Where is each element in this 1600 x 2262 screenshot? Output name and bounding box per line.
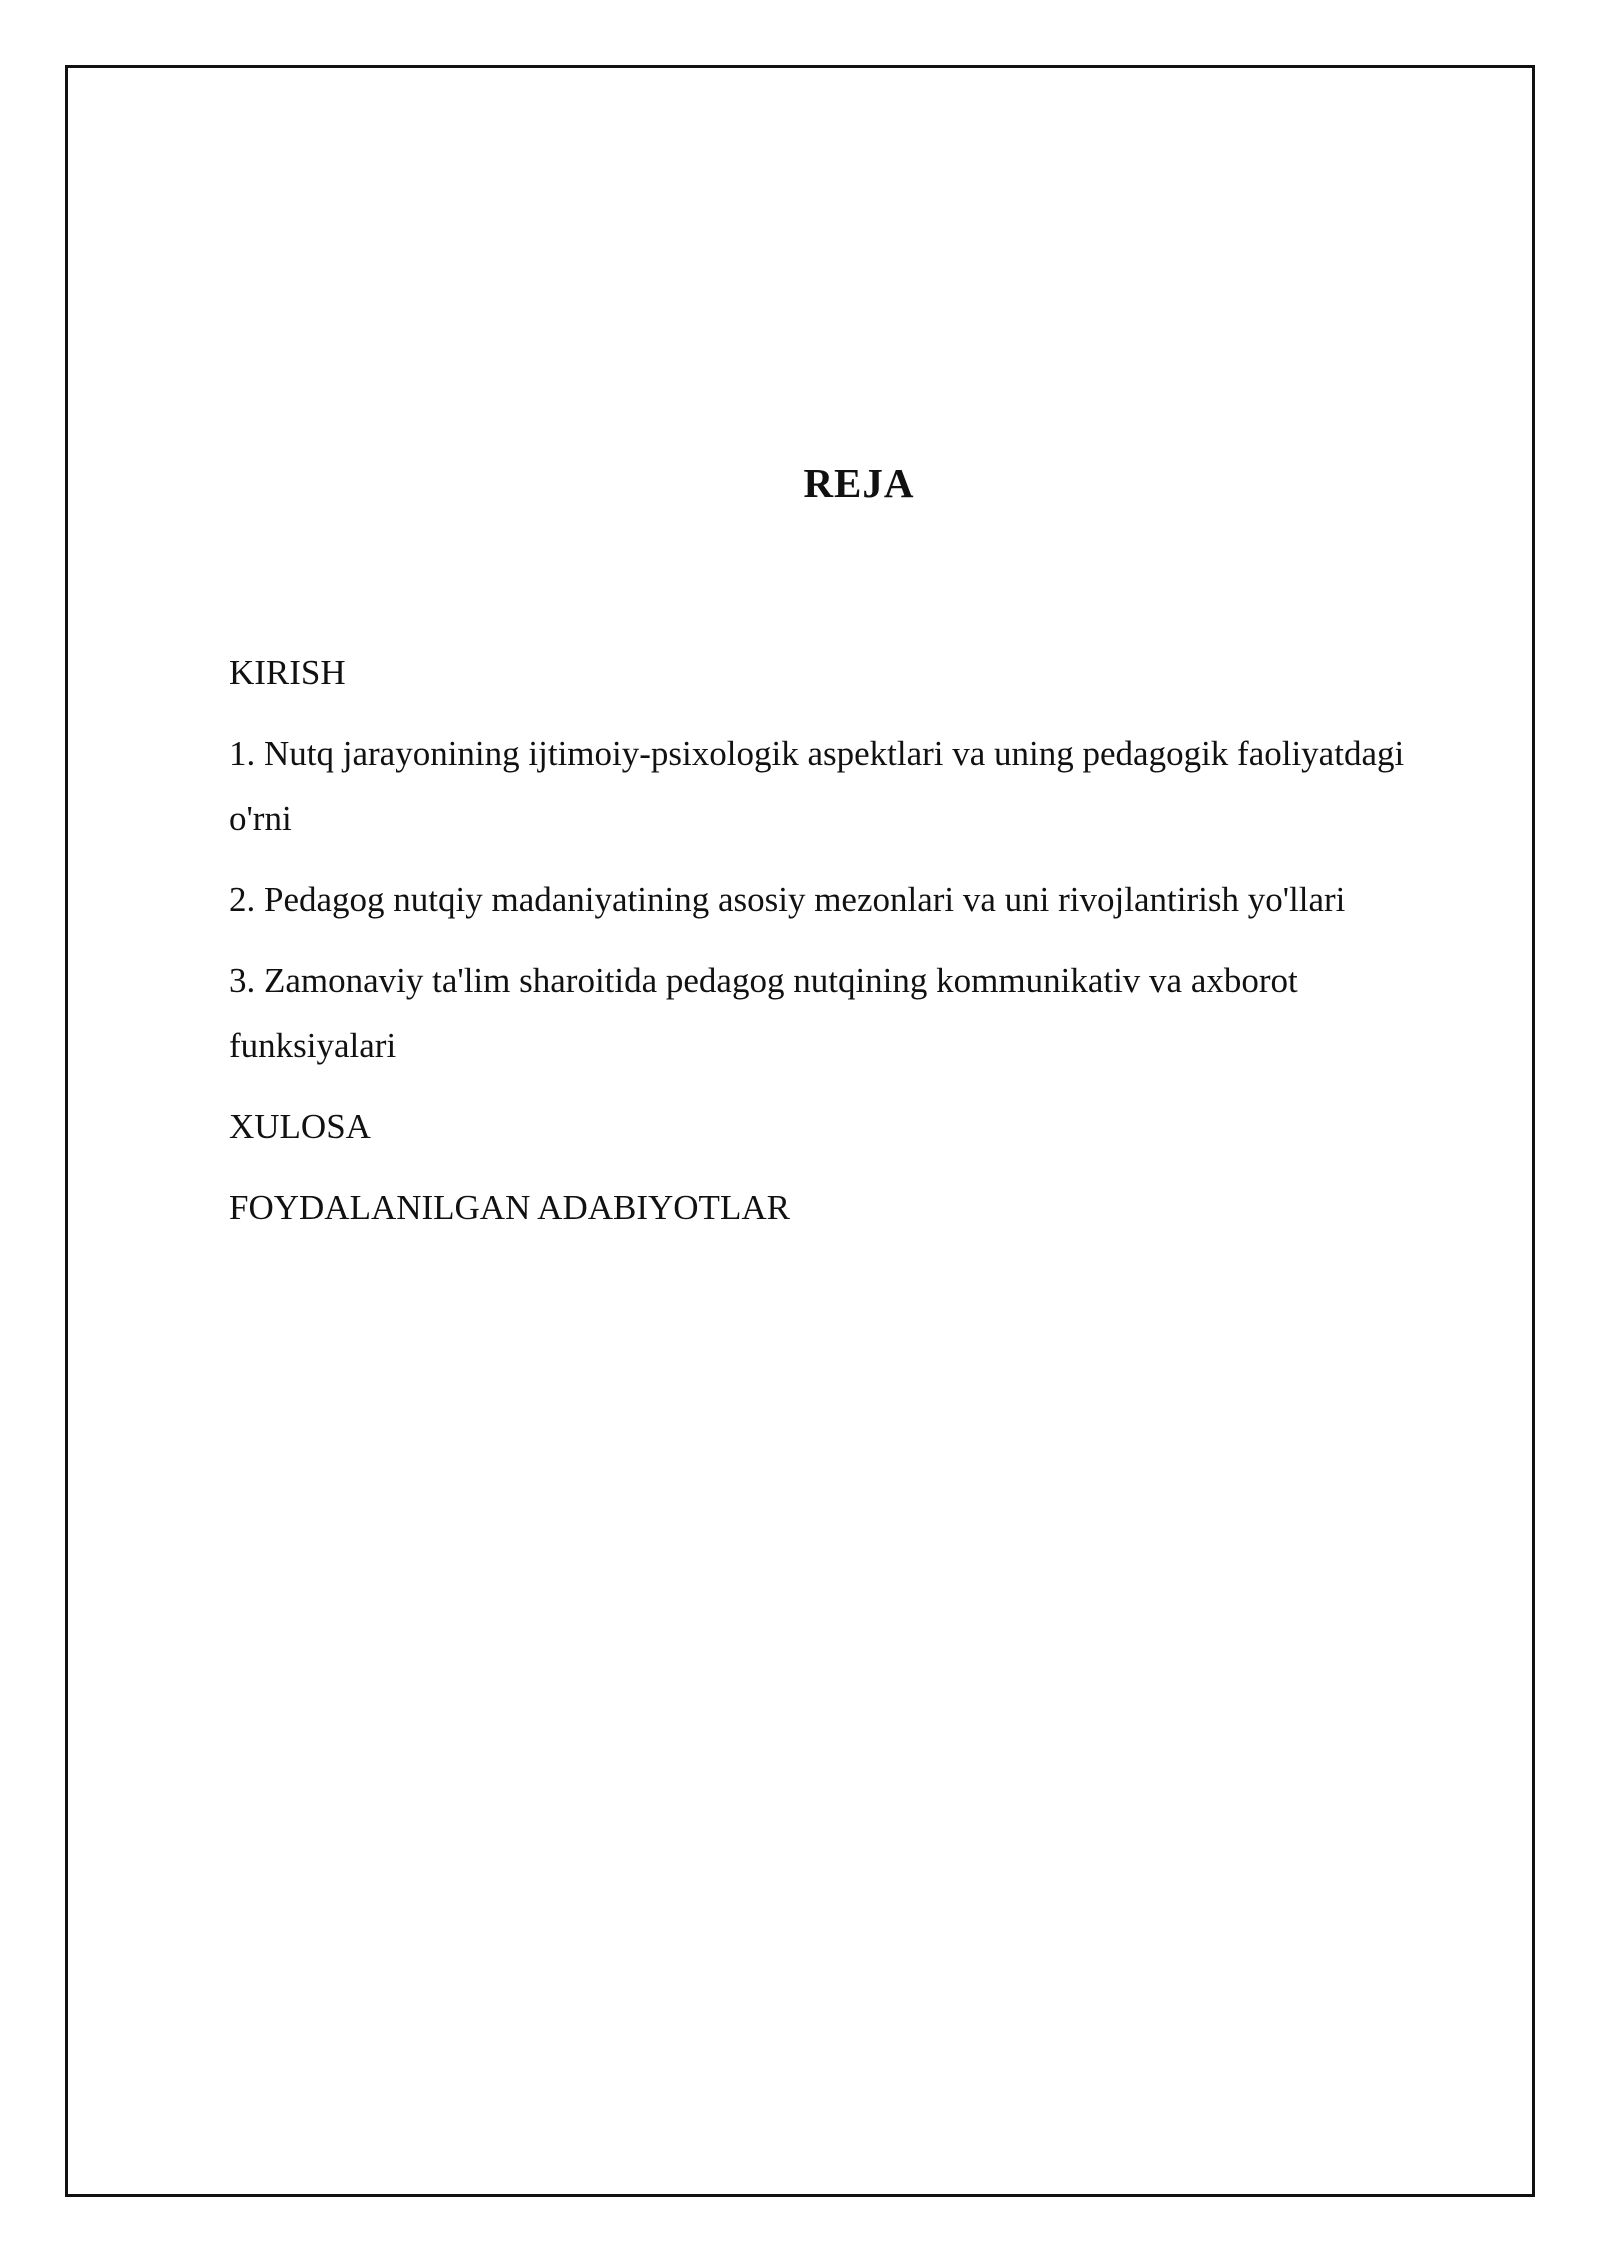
toc-item-2: 2. Pedagog nutqiy madaniyatining asosiy mezonlari va uni rivojlantirish yo'llari bbox=[229, 880, 1346, 919]
toc-item-conclusion: XULOSA bbox=[229, 1107, 371, 1146]
table-of-contents bbox=[229, 640, 1449, 1256]
toc-item-1: 1. Nutq jarayonining ijtimoiy-psixologik aspektlari va uning pedagogik faoliyatdagi o'rni bbox=[229, 734, 1405, 838]
toc-item-references: FOYDALANILGAN ADABIYOTLAR bbox=[229, 1188, 790, 1227]
page-title: REJA bbox=[803, 460, 915, 506]
toc-item-3: 3. Zamonaviy ta'lim sharoitida pedagog nutqining kommunikativ va axborot funksiyalari bbox=[229, 961, 1298, 1065]
toc-item-introduction: KIRISH bbox=[229, 653, 346, 692]
